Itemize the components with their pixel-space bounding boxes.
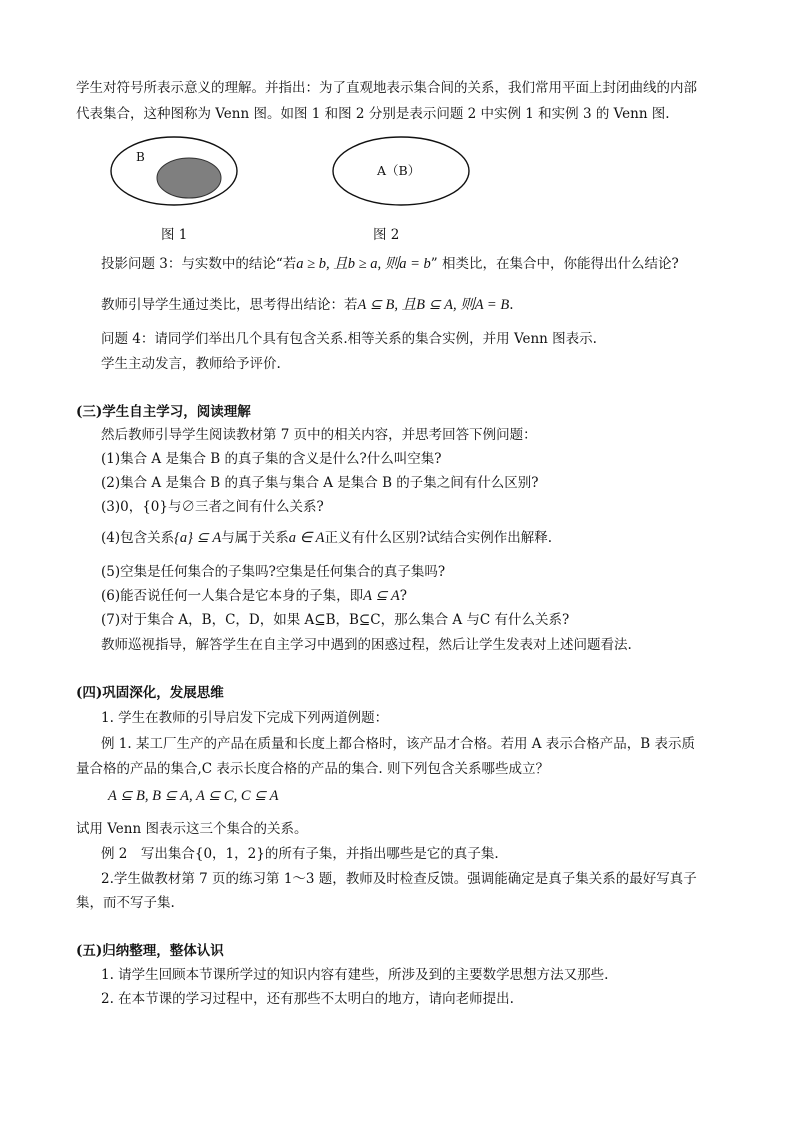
conclusion-math: A ⊆ B, 且B ⊆ A, 则A = B: [357, 297, 510, 313]
venn-prompt: 试用 Venn 图表示这三个集合的关系。: [76, 821, 308, 837]
question-4: 问题 4：请同学们举出几个具有包含关系.相等关系的集合实例，并用 Venn 图表示.: [101, 331, 597, 347]
student-speech: 学生主动发言，教师给予评价.: [101, 356, 281, 372]
section-4-paragraph-2-line-1: 2.学生做教材第 7 页的练习第 1～3 题，教师及时检查反馈。强调能确定是真子集关系的最好写真子: [101, 871, 697, 887]
section-5-paragraph-2: 2. 在本节课的学习过程中，还有那些不太明白的地方，请向老师提出.: [101, 991, 514, 1007]
section-5-paragraph-1: 1. 请学生回顾本节课所学过的知识内容有建些，所涉及到的主要数学思想方法又那些.: [101, 967, 609, 983]
section-4-paragraph-2-line-2: 集，而不写子集.: [76, 895, 175, 911]
q6-prefix: (6)能否说任何一人集合是它本身的子集，即: [101, 588, 364, 604]
q3-suffix: ” 相类比，在集合中，你能得出什么结论?: [430, 256, 679, 272]
conclusion-prefix: 教师引导学生通过类比，思考得出结论：若: [101, 297, 358, 313]
q4-math-1: {a} ⊆ A: [174, 530, 222, 546]
example-2: 例 2 写出集合{0，1，2}的所有子集，并指出哪些是它的真子集.: [101, 846, 499, 862]
example-1-line-2: 量合格的产品的集合,C 表示长度合格的产品的集合. 则下列包含关系哪些成立？: [76, 761, 549, 777]
section-3-question-1: (1)集合 A 是集合 B 的真子集的含义是什么?什么叫空集?: [101, 451, 442, 467]
section-4-paragraph-1: 1. 学生在教师的引导启发下完成下列两道例题：: [101, 710, 389, 726]
section-5-heading: (五)归纳整理，整体认识: [76, 943, 224, 959]
projection-question-3: [101, 255, 679, 273]
figure-2-caption: 图 2: [373, 227, 400, 243]
q3-math: a ≥ b, 且b ≥ a, 则a = b: [296, 256, 431, 272]
section-3-question-7: (7)对于集合 A，B，C，D，如果 A⊆B，B⊆C，那么集合 A 与C 有什么关系?: [101, 612, 570, 628]
figure-1-caption: 图 1: [161, 227, 188, 243]
venn-fig1-label: B: [136, 150, 145, 164]
example-1-relations: A ⊆ B, B ⊆ A, A ⊆ C, C ⊆ A: [108, 788, 279, 804]
q3-prefix: 投影问题 3：与实数中的结论“若: [101, 256, 297, 272]
section-3-guidance: 教师巡视指导，解答学生在自主学习中遇到的困惑过程，然后让学生发表对上述问题看法.: [101, 637, 632, 653]
section-3-question-6: [101, 587, 407, 605]
conclusion-suffix: .: [509, 297, 514, 313]
intro-line-2: 代表集合，这种图称为 Venn 图。如图 1 和图 2 分别是表示问题 2 中实例 1 和实例 3 的 Venn 图.: [76, 106, 670, 122]
q4-suffix: 正义有什么区别?试结合实例作出解释.: [324, 530, 552, 546]
q6-suffix: ?: [399, 588, 407, 604]
q6-math: A ⊆ A: [363, 588, 400, 604]
section-3-question-3: (3)0，{0}与∅三者之间有什么关系?: [101, 499, 324, 515]
venn-fig1-inner-set: [157, 158, 221, 198]
q4-mid: 与属于关系: [221, 530, 289, 546]
example-1-line-1: 例 1. 某工厂生产的产品在质量和长度上都合格时，该产品才合格。若用 A 表示合格产品，B 表示质: [101, 736, 696, 752]
venn-fig2-label: A（B）: [377, 163, 421, 178]
teacher-conclusion: [101, 296, 514, 314]
intro-line-1: 学生对符号所表示意义的理解。并指出：为了直观地表示集合间的关系，我们常用平面上封闭曲线的内部: [76, 80, 697, 96]
section-3-question-2: (2)集合 A 是集合 B 的真子集与集合 A 是集合 B 的子集之间有什么区别?: [101, 475, 539, 491]
section-4-heading: (四)巩固深化，发展思维: [76, 685, 224, 701]
section-3-question-5: (5)空集是任何集合的子集吗?空集是任何集合的真子集吗?: [101, 564, 446, 580]
section-3-intro: 然后教师引导学生阅读教材第 7 页中的相关内容，并思考回答下例问题：: [101, 427, 537, 443]
section-3-question-4: [101, 529, 552, 547]
section-3-heading: (三)学生自主学习，阅读理解: [76, 404, 251, 420]
q4-math-2: a ∈ A: [288, 530, 325, 546]
q4-prefix: (4)包含关系: [101, 530, 175, 546]
